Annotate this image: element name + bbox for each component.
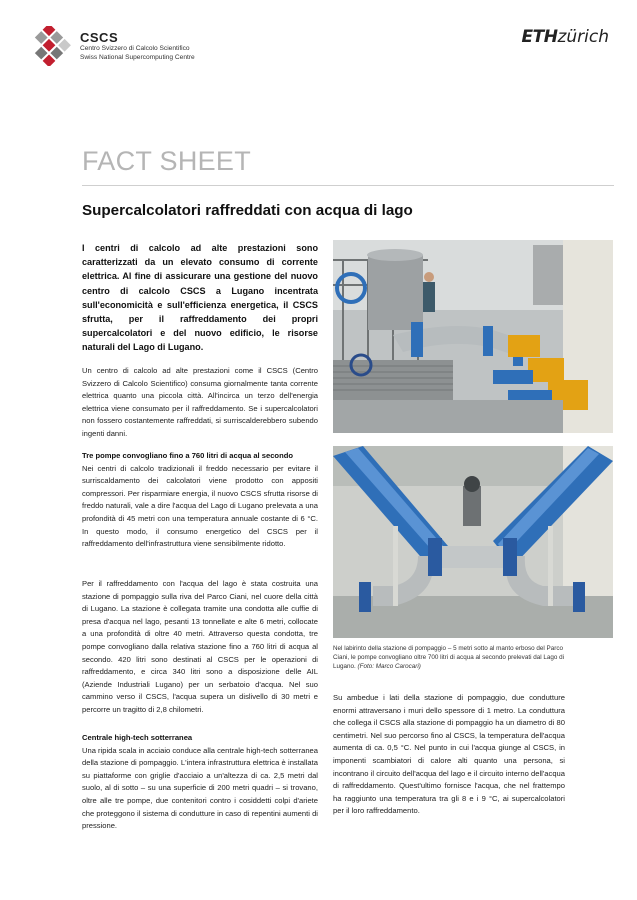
section-pumps <box>82 450 318 551</box>
subheading-pumps: Tre pompe convogliano fino a 760 litri di acqua al secondo <box>82 451 293 460</box>
paragraph-4-text: Una ripida scala in acciaio conduce alla centrale high-tech sotterranea della stazione di pompaggio. L'intera infrastruttura elettrica è installata su piattaforme con griglie d'acciaio a un'altezza di ca. 2,5 metri dal suolo, al di sotto – su una superficie di 200 metri quadri – si trovano, oltre alle tre pompe, due contenitori contro i cosiddetti colpi d'ariete che proteggono il sistema di condutture in caso di repentini aumenti di pressione. <box>82 745 318 831</box>
eth-logo <box>522 27 609 47</box>
photo-pump-station <box>333 240 613 433</box>
paragraph-1 <box>82 365 318 441</box>
org-name-italian: Centro Svizzero di Calcolo Scientifico <box>80 45 190 52</box>
fact-sheet-label: FACT SHEET <box>82 146 252 176</box>
caption-text: Nel labirinto della stazione di pompaggio – 5 metri sotto al manto erboso del Parco Ciani, le pompe convogliano oltre 700 litri di acqua al secondo prelevati dal Lago di Lugano. <box>333 645 565 671</box>
paragraph-2-text: Nei centri di calcolo tradizionali il freddo necessario per evitare il surriscaldamento dei calcolatori viene prodotto con appositi compressori. Per risparmiare energia, il nuovo CSCS sfrutta risorse di freddo naturali, vale a dire l'acqua del Lago di Lugano prelevata a una profondità di 45 metri con una temperatura annuale costante di 6 °C. In questo modo, il consumo energetico del CSCS per il raffreddamento dell'infrastruttura viene sensibilmente ridotto. <box>82 463 318 549</box>
caption-credit: (Foto: Marco Carocari) <box>357 663 421 671</box>
paragraph-5 <box>333 692 565 818</box>
eth-logo-bold: ETH <box>521 27 558 47</box>
page-title: Supercalcolatori raffreddati con acqua di lago <box>82 202 413 219</box>
photo-caption <box>333 644 568 672</box>
eth-logo-rest: zürich <box>557 27 609 47</box>
divider <box>82 185 614 186</box>
blue-pipes-illustration-icon <box>333 446 613 638</box>
pump-station-illustration-icon <box>333 240 613 433</box>
paragraph-5-text: Su ambedue i lati della stazione di pompaggio, due condutture enormi attraversano i muri dello spessore di 1 metro. La conduttura che collega il CSCS alla stazione di pompaggio ha un diametro di 80 centimetri. Nel suo percorso fino al CSCS, la temperatura dell'acqua aumenta di ca. 0,5 °C. Nel punto in cui l'acqua giunge al CSCS, in imponenti scambiatori di calore alti quanto una persona, si incontrano il circuito dell'acqua del lago e il circuito interno dell'acqua di raffreddamento. Quest'ultimo fornisce l'acqua, che nel frattempo ha raggiunto una temperatura tra gli 8 e i 9 °C, ai supercalcolatori per il loro raffreddamento. <box>333 693 565 816</box>
org-name-english: Swiss National Supercomputing Centre <box>80 54 195 61</box>
paragraph-3 <box>82 578 318 717</box>
photo-blue-pipes <box>333 446 613 638</box>
org-abbrev: CSCS <box>80 30 119 45</box>
section-underground <box>82 732 318 833</box>
subheading-underground: Centrale high-tech sotterranea <box>82 733 193 742</box>
paragraph-3-text: Per il raffreddamento con l'acqua del lago è stata costruita una stazione di pompaggio sulla riva del Parco Ciani, nel cuore della città di Lugano. La stazione è collegata tramite una condotta alle cuffie di presa d'acqua nel lago, pesanti 13 tonnellate e alte 6 metri, collocate a una profondità di oltre 40 metri. Attraverso questa condotta, tre pompe convogliano dalla relativa stazione fino a 760 litri di acqua al secondo. 420 litri sono destinati al CSCS per le operazioni di raffreddamento, e circa 340 litri sono a disposizione delle AIL (Aziende Industriali Lugano) per un serbatoio d'acqua. Nel suo cammino verso il CSCS, l'acqua supera un dislivello di 30 metri e percorre un tragitto di 2,8 chilometri. <box>82 579 318 714</box>
paragraph-1-text: Un centro di calcolo ad alte prestazioni come il CSCS (Centro Svizzero di Calcolo Scientifico) consuma giornalmente tanta corrente elettrica quanto una piccola città. All'incirca un terzo dell'energia elettrica viene consumato per il raffreddamento. Se i supercalcolatori non fossero costantemente raffreddati, si surriscalderebbero subendo ingenti danni. <box>82 366 318 438</box>
cscs-logo-icon <box>26 26 72 66</box>
lead-paragraph: I centri di calcolo ad alte prestazioni sono caratterizzati da un elevato consumo di corrente elettrica. Al fine di assicurare una gestione del nuovo centro di calcolo CSCS a Lugano incentrata sull'economicità e sull'efficienza energetica, il CSCS sfrutta, per il raffreddamento dei propri supercalcolatori e del nuovo edificio, le risorse naturali del Lago di Lugano. <box>82 243 318 353</box>
